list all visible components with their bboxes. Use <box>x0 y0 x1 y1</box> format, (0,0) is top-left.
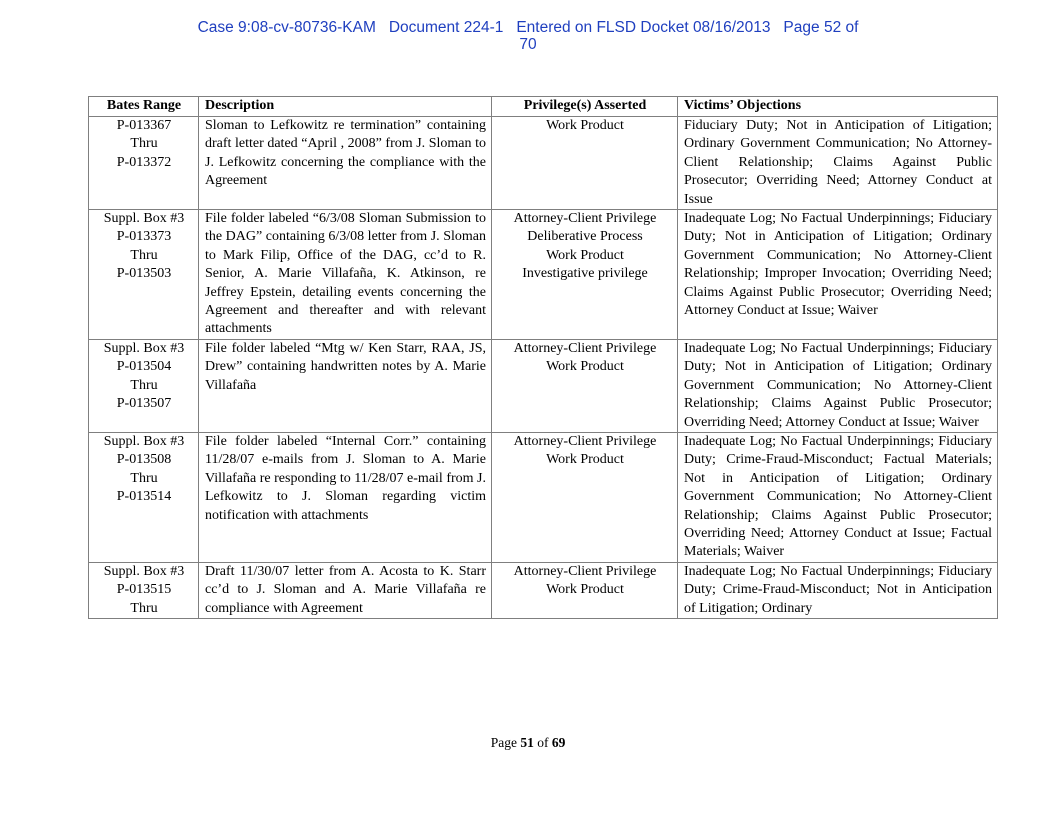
privilege-item: Investigative privilege <box>522 266 648 282</box>
footer-of: of <box>537 735 549 750</box>
description-cell: File folder labeled “Internal Corr.” containing 11/28/07 e-mails from J. Sloman to A. Marie Villafaña re responding to 11/28/07 e-mail from J. Lefkowitz to J. Sloman regarding victim notification with attachments <box>199 432 492 562</box>
privileges-cell <box>492 210 678 340</box>
bates-line: P-013503 <box>116 266 172 282</box>
description-cell: File folder labeled “Mtg w/ Ken Starr, RAA, JS, Drew” containing handwritten notes by A. Marie Villafaña <box>199 339 492 432</box>
bates-range-cell <box>89 210 199 340</box>
privilege-item: Work Product <box>546 359 624 375</box>
objections-cell: Inadequate Log; No Factual Underpinnings; Fiduciary Duty; Not in Anticipation of Litigation; Ordinary Government Communication; No Attorney-Client Relationship; Claims Against Public Prosecutor; Overriding Need; Attorney Conduct at Issue; Waiver <box>678 339 998 432</box>
description-text: Draft 11/30/07 letter from A. Acosta to K. Starr cc’d to J. Sloman and A. Marie Villafaña re compliance with Agreement <box>205 563 486 616</box>
bates-range-cell <box>89 339 199 432</box>
privileges-cell <box>492 432 678 562</box>
privileges-cell <box>492 117 678 210</box>
table-header-row <box>89 97 998 117</box>
objections-cell: Inadequate Log; No Factual Underpinnings; Fiduciary Duty; Crime-Fraud-Misconduct; Factual Materials; Not in Anticipation of Litigation; Ordinary Government Communication; No Attorney-Client Relationship; Claims Against Public Prosecutor; Overriding Need; Attorney Conduct at Issue; Factual Materials; Waiver <box>678 432 998 562</box>
bates-line: P-013372 <box>116 154 172 170</box>
bates-line: Thru <box>130 247 158 263</box>
privilege-log-table <box>88 96 998 619</box>
bates-range-cell <box>89 562 199 618</box>
bates-range-cell <box>89 432 199 562</box>
objections-cell: Fiduciary Duty; Not in Anticipation of Litigation; Ordinary Government Communication; No Attorney-Client Relationship; Claims Against Public Prosecutor; Overriding Need; Attorney Conduct at Issue <box>678 117 998 210</box>
objections-cell <box>678 562 998 618</box>
privilege-item: Deliberative Process <box>527 229 643 245</box>
docket-header-line-2: 70 <box>519 36 537 53</box>
footer-page-number: 51 <box>520 735 534 750</box>
objections-text: Inadequate Log; No Factual Underpinnings; Fiduciary Duty; Crime-Fraud-Misconduct; Not in Anticipation of Litigation; Ordinary <box>684 563 992 616</box>
page-footer <box>0 735 1056 751</box>
footer-page-total: 69 <box>551 735 566 750</box>
bates-line: P-013367 <box>116 118 172 133</box>
table-row <box>89 210 998 340</box>
bates-line: P-013514 <box>116 489 172 505</box>
docket-header-line-1: Case 9:08-cv-80736-KAM Document 224-1 Entered on FLSD Docket 08/16/2013 Page 52 of <box>197 19 859 36</box>
bates-line: P-013504 <box>116 359 172 375</box>
bates-line: Suppl. Box #3 <box>103 563 185 579</box>
objections-cell: Inadequate Log; No Factual Underpinnings; Fiduciary Duty; Not in Anticipation of Litigation; Ordinary Government Communication; No Attorney-Client Relationship; Improper Invocation; Overriding Need; Claims Against Public Prosecutor; Overriding Need; Attorney Conduct at Issue; Waiver <box>678 210 998 340</box>
footer-page-prefix: Page <box>490 735 517 750</box>
bates-line: Thru <box>130 136 158 152</box>
bates-line: Suppl. Box #3 <box>103 211 185 227</box>
bates-line: Suppl. Box #3 <box>103 433 185 449</box>
description-cell <box>199 562 492 618</box>
column-header-objections: Victims’ Objections <box>678 97 998 117</box>
table-row <box>89 117 998 210</box>
description-cell: File folder labeled “6/3/08 Sloman Submission to the DAG” containing 6/3/08 letter from J. Sloman to Mark Filip, Office of the DAG, cc’d to R. Senior, A. Marie Villafaña, K. Atkinson, re Jeffrey Epstein, detailing events concerning the Agreement and thereafter and with relevant attachments <box>199 210 492 340</box>
privilege-item: Attorney-Client Privilege <box>513 563 657 579</box>
table-row <box>89 339 998 432</box>
bates-line: P-013373 <box>116 229 172 245</box>
table-row <box>89 562 998 618</box>
privilege-item: Work Product <box>546 247 624 263</box>
privileges-cell <box>492 562 678 618</box>
privilege-item: Attorney-Client Privilege <box>513 433 657 449</box>
bates-range-cell <box>89 117 199 210</box>
table-row <box>89 432 998 562</box>
bates-line: Thru <box>130 600 158 616</box>
privilege-item: Work Product <box>546 582 624 598</box>
bates-line: Thru <box>130 377 158 393</box>
column-header-privileges: Privilege(s) Asserted <box>492 97 678 117</box>
bates-line: P-013507 <box>116 396 172 412</box>
column-header-bates-range: Bates Range <box>89 97 199 117</box>
privilege-item: Work Product <box>546 452 624 468</box>
privileges-cell <box>492 339 678 432</box>
privilege-item: Attorney-Client Privilege <box>513 340 657 356</box>
privilege-item: Attorney-Client Privilege <box>513 211 657 227</box>
privilege-item: Work Product <box>546 118 624 133</box>
bates-line: Suppl. Box #3 <box>103 340 185 356</box>
bates-line: P-013515 <box>116 582 172 598</box>
bates-line: Thru <box>130 470 158 486</box>
bates-line: P-013508 <box>116 452 172 468</box>
docket-header <box>150 19 906 53</box>
column-header-description: Description <box>199 97 492 117</box>
description-cell: Sloman to Lefkowitz re termination” containing draft letter dated “April , 2008” from J. Sloman to J. Lefkowitz concerning the compliance with the Agreement <box>199 117 492 210</box>
